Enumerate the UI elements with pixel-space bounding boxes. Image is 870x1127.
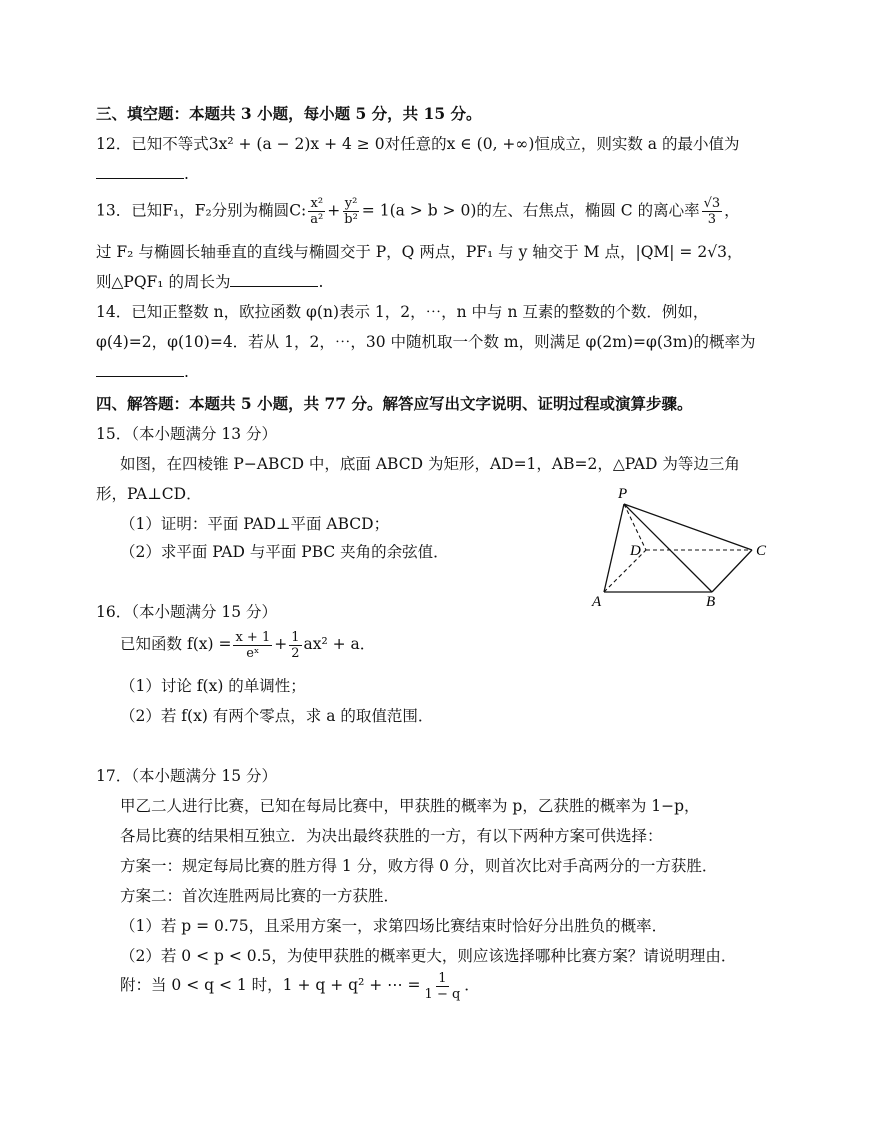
section-4-header: 四、解答题：本题共 5 小题，共 77 分。解答应写出文字说明、证明过程或演算步骤。 <box>96 394 693 413</box>
q17-note-num: 1 <box>438 970 447 986</box>
q12-text-a: 12．已知不等式 <box>96 135 209 153</box>
question-17-part-1: （1）若 p = 0.75，且采用方案一，求第四场比赛结束时恰好分出胜负的概率． <box>120 917 668 935</box>
q17-note-fraction <box>423 971 463 1002</box>
question-12-line-2 <box>96 164 189 184</box>
question-17-title: 17．（本小题满分 15 分） <box>96 767 278 785</box>
q13-b2: b² <box>344 212 358 227</box>
question-15-line-2: 形，PA⊥CD． <box>96 485 202 503</box>
question-16-function: 已知函数 f(x) = $\frac{x + 1}{\text{eˣ}}$ + $\frac{1}{2}$ ax² + a． <box>120 629 376 661</box>
question-16-part-1: （1）讨论 f(x) 的单调性； <box>120 677 306 695</box>
q13-y-fraction <box>342 196 360 227</box>
q13-x2: x² <box>310 196 324 211</box>
q13-y2: y² <box>344 196 358 211</box>
q16-main-fraction <box>233 630 272 661</box>
question-17-note <box>120 968 480 1002</box>
question-13-line-2: 过 F₂ 与椭圆长轴垂直的直线与椭圆交于 P，Q 两点，PF₁ 与 y 轴交于 M 点，|QM| = 2√3， <box>96 243 743 261</box>
pyramid-figure <box>590 484 780 614</box>
vertex-label-a: A <box>592 594 602 610</box>
q13-qm: |QM| = 2√3 <box>635 243 727 261</box>
question-16-part-2: （2）若 f(x) 有两个零点，求 a 的取值范围． <box>120 707 434 725</box>
question-15-part-2: （2）求平面 PAD 与平面 PBC 夹角的余弦值． <box>120 543 449 561</box>
q13-foci: F₁，F₂ <box>162 201 212 220</box>
q13-text-c: 的左、右焦点，椭圆 C 的离心率 <box>476 201 700 220</box>
q12-end: . <box>184 165 189 183</box>
q16-num: x + 1 <box>235 629 271 645</box>
q12-inequality: 3x² + (a − 2)x + 4 ≥ 0 <box>208 135 385 153</box>
q16-intro: 已知函数 <box>120 635 183 653</box>
edge-pa <box>604 504 624 592</box>
q13-ellipse-name: C: <box>289 201 307 220</box>
q13-end: . <box>318 273 324 291</box>
section-3-header: 三、填空题：本题共 3 小题，每小题 5 分，共 15 分。 <box>96 104 482 123</box>
q13-text-a: 13．已知 <box>96 201 163 220</box>
question-13-line-1: 13．已知F₁，F₂分别为椭圆C: $\frac{\text{x²}}{\text{a²}}$ + $\frac{\text{y²}}{\text{b²}}$ = 1(a > b > 0)的左、右焦点，椭圆 C 的离心率 $\frac{√3}{3}$ ， <box>96 196 740 227</box>
q12-domain: x ∈ (0, +∞) <box>446 135 535 153</box>
q17-note-den: 1 − q <box>424 986 461 1002</box>
question-15-line-1: 如图，在四棱锥 P−ABCD 中，底面 ABCD 为矩形，AD=1，AB=2，△PAD 为等边三角 <box>120 455 740 473</box>
q13-a2: a² <box>310 212 324 227</box>
question-15-title: 15．（本小题满分 13 分） <box>96 425 278 443</box>
q17-note-text: 附：当 0 < q < 1 时，1 + q + q² + ⋯ = <box>120 976 421 994</box>
q12-text-c: 恒成立，则实数 a 的最小值为 <box>534 135 740 153</box>
q16-den: eˣ <box>246 645 260 661</box>
q13-answer-blank[interactable] <box>230 272 318 287</box>
question-12-line-1 <box>96 134 739 154</box>
question-13-line-3 <box>96 272 323 292</box>
question-16-title: 16．（本小题满分 15 分） <box>96 603 278 621</box>
q17-note-end: ． <box>464 976 480 994</box>
question-17-line-4: 方案二：首次连胜两局比赛的一方获胜． <box>120 887 400 905</box>
q13-ecc-num: √3 <box>703 196 721 211</box>
q13-line-3-text: 则△PQF₁ 的周长为 <box>96 273 231 291</box>
question-17-line-3: 方案一：规定每局比赛的胜方得 1 分，败方得 0 分，则首次比对手高两分的一方获胜． <box>120 857 718 875</box>
q14-end: . <box>184 363 189 381</box>
q16-fx: f(x) = <box>186 635 232 653</box>
q13-eccentricity <box>702 196 723 227</box>
q16-half <box>289 630 301 661</box>
question-14-line-1: 14．已知正整数 n，欧拉函数 φ(n)表示 1，2，⋯，n 中与 n 互素的整数的个数．例如， <box>96 303 709 321</box>
vertex-label-c: C <box>756 543 767 559</box>
q14-answer-blank[interactable] <box>96 362 184 377</box>
q12-text-b: 对任意的 <box>384 135 447 153</box>
q13-line-2-text: 过 F₂ 与椭圆长轴垂直的直线与椭圆交于 P，Q 两点，PF₁ 与 y 轴交于 M 点， <box>96 243 636 261</box>
question-17-line-1: 甲乙二人进行比赛，已知在每局比赛中，甲获胜的概率为 p，乙获胜的概率为 1−p， <box>120 797 700 815</box>
q16-half-num: 1 <box>291 629 300 645</box>
vertex-label-p: P <box>618 486 628 502</box>
q16-tail: ax² + a． <box>303 635 376 653</box>
q13-x-fraction <box>308 196 325 227</box>
question-15-part-1: （1）证明：平面 PAD⊥平面 ABCD； <box>120 515 390 533</box>
q13-text-b: 分别为椭圆 <box>211 201 290 220</box>
question-14-line-2: φ(4)=2，φ(10)=4．若从 1，2，⋯，30 中随机取一个数 m，则满足 φ(2m)=φ(3m)的概率为 <box>96 333 756 351</box>
q13-ecc-den: 3 <box>707 212 717 227</box>
q13-eq-tail: = 1(a > b > 0) <box>361 201 477 220</box>
vertex-label-b: B <box>706 594 716 610</box>
q12-answer-blank[interactable] <box>96 164 184 179</box>
edge-bc <box>712 550 752 592</box>
question-17-line-2: 各局比赛的结果相互独立．为决出最终获胜的一方，有以下两种方案可供选择： <box>120 827 663 845</box>
question-14-line-3 <box>96 362 189 382</box>
vertex-label-d: D <box>630 543 641 559</box>
q16-half-den: 2 <box>291 645 300 661</box>
question-17-part-2: （2）若 0 < p < 0.5，为使甲获胜的概率更大，则应该选择哪种比赛方案？请说明理由． <box>120 947 737 965</box>
